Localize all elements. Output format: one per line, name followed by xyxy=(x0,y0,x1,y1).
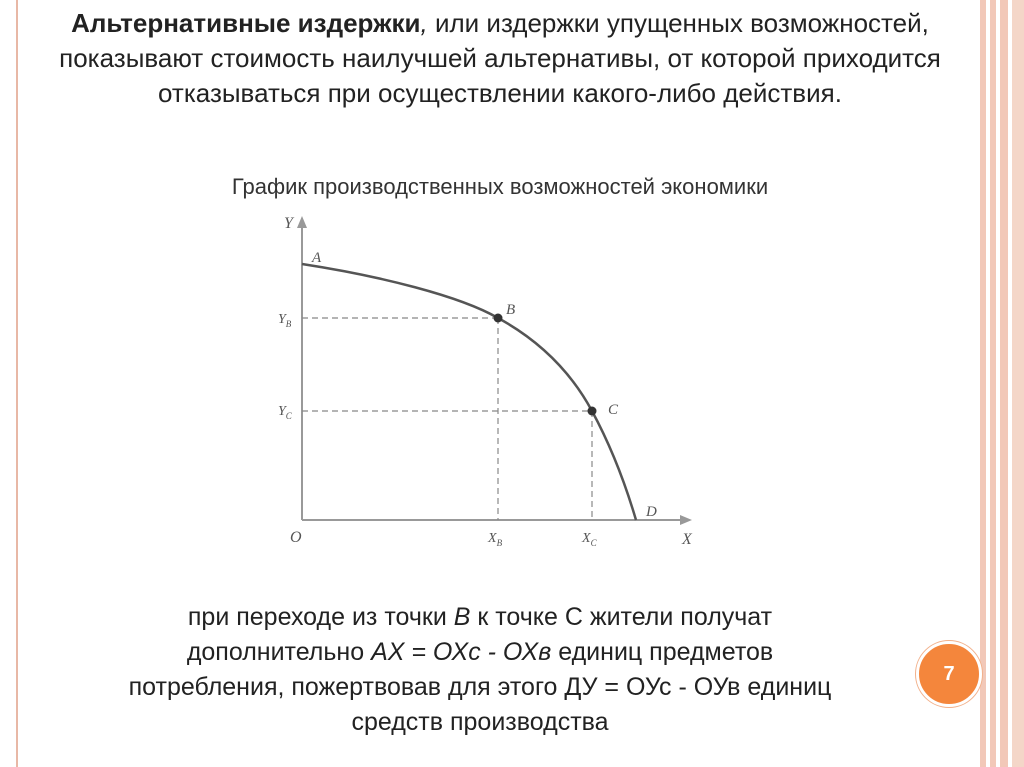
point-c-dot xyxy=(588,407,597,416)
point-b-dot xyxy=(494,314,503,323)
tick-yb: $Y_B$ xyxy=(278,312,292,329)
chart-caption: График производственных возможностей экономики xyxy=(231,174,769,199)
y-axis-arrow xyxy=(297,216,307,228)
point-b-label: B xyxy=(506,302,516,318)
point-d-label: D xyxy=(646,504,657,520)
explanation-line-1: при переходе из точки В к точке С жители получат xyxy=(187,603,773,631)
point-c-label: C xyxy=(608,402,619,418)
point-a-label: A xyxy=(312,250,322,266)
ppf-diagram xyxy=(270,208,710,558)
explanation-text xyxy=(40,600,920,740)
tick-yc: $Y_C$ xyxy=(278,404,292,421)
explanation-line-2: дополнительно АХ = ОХс - ОХв единиц предметов xyxy=(186,638,774,666)
explanation-line-3: потребления, пожертвовав для этого ДУ = ОУс - ОУв единиц xyxy=(128,673,832,701)
heading-comma: , xyxy=(420,8,428,38)
x-axis-arrow xyxy=(680,515,692,525)
page-number-badge: 7 xyxy=(916,641,982,707)
heading-definition: или издержки упущенных возможностей, показывают стоимость наилучшей альтернативы, от которой приходится отказываться при осуществлении какого-либо действия. xyxy=(59,8,941,108)
x-axis-label: X xyxy=(682,531,692,548)
origin-label: O xyxy=(290,529,302,546)
decorative-stripes xyxy=(976,0,1024,767)
explanation-line-4: средств производства xyxy=(351,708,609,736)
ppf-curve xyxy=(302,264,636,520)
slide-heading xyxy=(40,6,960,111)
y-axis-label: Y xyxy=(284,215,293,232)
heading-term: Альтернативные издержки xyxy=(71,8,421,38)
tick-xb: $X_B$ xyxy=(488,531,503,548)
tick-xc: $X_C$ xyxy=(582,531,597,548)
